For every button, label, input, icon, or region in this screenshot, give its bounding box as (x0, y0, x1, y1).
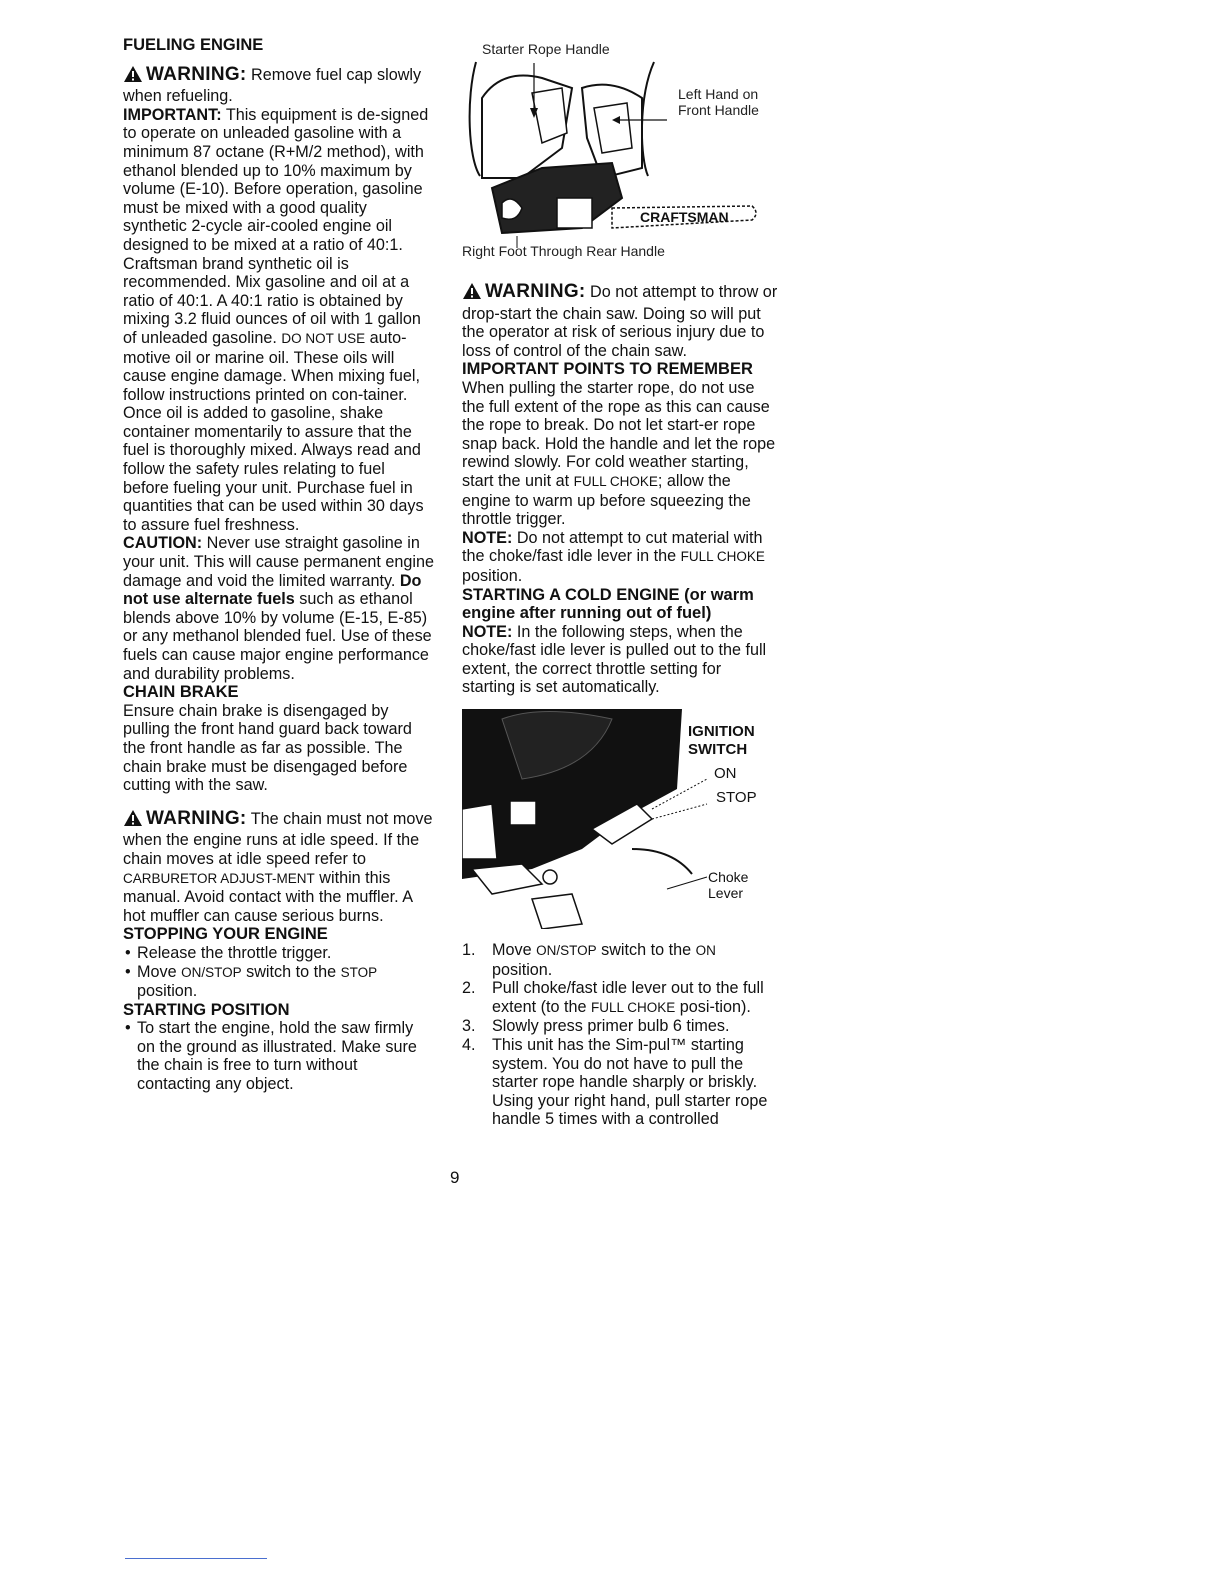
choke-lever-label: Choke Lever (708, 869, 749, 902)
caution-label: CAUTION: (123, 534, 203, 553)
chain-brake-heading: CHAIN BRAKE (123, 683, 239, 702)
caution-text-2: such as ethanol blends above 10% by volume (E-15, E-85) or any methanol blended fuel. Use of these fuels can cause major engine performance and durability problems. (123, 590, 432, 683)
text: In the following steps, when the choke/fast idle lever is pulled out to the full extent, the correct throttle setting for starting is set automatically. (462, 622, 767, 697)
important-paragraph (123, 106, 435, 535)
text: position. (492, 960, 553, 979)
starting-position-list (123, 1019, 435, 1093)
important-label: IMPORTANT: (123, 105, 222, 124)
left-column (123, 36, 435, 1094)
warning-refuel (123, 65, 435, 106)
left-hand-label: Left Hand on Front Handle (678, 86, 759, 118)
list-item: • To start the engine, hold the saw firmly on the ground as illustrated. Make sure the chain is free to turn without contacting any object. (123, 1019, 435, 1093)
list-item (462, 941, 778, 979)
important-text-2: auto-motive oil or marine oil. These oils will cause engine damage. When mixing fuel, follow instructions printed on con-tainer. Once oil is added to gasoline, shake container momentarily to assure that the fuel is thoroughly mixed. Always read and follow the safety rules relating to fuel before fueling your unit. Purchase fuel in quantities that can be used within 30 days to assure fuel freshness. (123, 328, 424, 534)
full-choke-ref: FULL CHOKE (590, 999, 676, 1015)
text: switch to the (241, 962, 341, 981)
list-item: • Release the throttle trigger. (123, 944, 435, 963)
list-item (462, 1036, 778, 1129)
warning-triangle-icon (123, 65, 143, 88)
do-not-use-text: DO NOT USE (281, 330, 366, 346)
warning-text: Remove fuel cap slowly when refueling. (123, 65, 422, 106)
step-number: 3. (462, 1017, 476, 1036)
important-points-heading: IMPORTANT POINTS TO REMEMBER (462, 360, 753, 379)
note-label: NOTE: (462, 622, 513, 641)
warning-text-2: within this manual. Avoid contact with the muffler. A hot muffler can cause serious burns. (123, 868, 413, 925)
text: Slowly press primer bulb 6 times. (492, 1017, 730, 1036)
ignition-switch-figure (462, 709, 778, 941)
text: When pulling the starter rope, do not use the full extent of the rope as this can cause the rope to break. Do not let start-er rope snap back. Hold the handle and let the rope rewind slowly. For cold weather starting, start the unit at (462, 378, 776, 490)
fueling-engine-heading: FUELING ENGINE (123, 36, 264, 54)
full-choke-ref: FULL CHOKE (680, 549, 765, 565)
warning-drop-start (462, 282, 778, 360)
stop-label: STOP (340, 964, 378, 980)
stopping-engine-heading: STOPPING YOUR ENGINE (123, 925, 328, 944)
list-item (462, 979, 778, 1017)
step-number: 1. (462, 941, 476, 960)
text: Do not attempt to cut material with the choke/fast idle lever in the (462, 528, 763, 566)
note-label: NOTE: (462, 528, 513, 547)
switch-name: ON/STOP (536, 943, 597, 959)
text: position. (462, 566, 523, 585)
cold-engine-heading: STARTING A COLD ENGINE (or warm engine after running out of fuel) (462, 585, 754, 623)
warning-text: The chain must not move when the engine runs at idle speed. If the chain moves at idle speed refer to (123, 809, 433, 868)
starter-rope-handle-label: Starter Rope Handle (482, 41, 610, 57)
list-item (123, 963, 435, 1001)
carburetor-ref: CARBURETOR ADJUST-MENT (123, 870, 315, 886)
starting-position-figure (462, 36, 778, 264)
important-points-text (462, 379, 778, 529)
text: This unit has the Sim-pul™ starting system. You do not have to pull the starter rope handle sharply or briskly. Using your right hand, pull starter rope handle 5 times with a controlled (492, 1036, 768, 1129)
caution-text: Never use straight gasoline in your unit. This will cause permanent engine damage and void the limited warranty. (123, 534, 435, 590)
text: Move (492, 941, 537, 960)
stopping-list (123, 944, 435, 1001)
page-number: 9 (450, 1168, 460, 1187)
cold-start-steps (462, 941, 778, 1129)
text: ; allow the engine to warm up before squeezing the throttle trigger. (462, 471, 751, 529)
caution-bold-text: Do not use alternate fuels (123, 571, 422, 609)
warning-idle (123, 809, 435, 926)
list-item (462, 1017, 778, 1036)
warning-triangle-icon (462, 282, 482, 305)
right-column (462, 36, 778, 1129)
on-label: ON (695, 943, 716, 959)
warning-text: Do not attempt to throw or drop-start the chain saw. Doing so will put the operator at risk of serious injury due to loss of control of the chain saw. (462, 283, 778, 360)
footer-divider (125, 1558, 267, 1559)
caution-paragraph (123, 534, 435, 683)
full-choke-ref: FULL CHOKE (573, 473, 658, 489)
starting-position-heading: STARTING POSITION (123, 1000, 290, 1019)
warning-label: WARNING: (485, 281, 586, 302)
text: Move (137, 962, 182, 981)
step-number: 2. (462, 979, 476, 998)
text: posi-tion). (675, 997, 751, 1016)
right-foot-label: Right Foot Through Rear Handle (462, 243, 665, 259)
brand-logo: CRAFTSMAN (640, 209, 729, 225)
warning-label: WARNING: (146, 807, 247, 829)
important-text: This equipment is de-signed to operate on unleaded gasoline with a minimum 87 octane (R+M/2 method), with ethanol blended up to 10% maximum by volume (E-10). Before operation, gasoline must be mixed with a good quality synthetic 2-cycle air-cooled engine oil designed to be mixed at a ratio of 40:1. Craftsman brand synthetic oil is recommended. Mix gasoline and oil at a ratio of 40:1. A 40:1 ratio is obtained by mixing 3.2 fluid ounces of oil with 1 gallon of unleaded gasoline. (123, 105, 429, 347)
note-paragraph (462, 529, 778, 586)
stop-label: STOP (716, 789, 757, 807)
text: switch to the (596, 941, 696, 960)
switch-name: ON/STOP (181, 964, 242, 980)
text: Pull choke/fast idle lever out to the full extent (to the (492, 979, 764, 1016)
on-label: ON (714, 765, 737, 783)
ignition-switch-illustration (462, 709, 712, 929)
ignition-switch-label: IGNITION SWITCH (688, 723, 755, 759)
warning-label: WARNING: (146, 63, 247, 85)
note-paragraph (462, 623, 778, 697)
chain-brake-text: Ensure chain brake is disengaged by pulling the front hand guard back toward the front handle as far as possible. The chain brake must be disengaged before cutting with the saw. (123, 701, 412, 795)
step-number: 4. (462, 1036, 476, 1055)
text: position. (137, 982, 198, 1001)
warning-triangle-icon (123, 809, 143, 832)
